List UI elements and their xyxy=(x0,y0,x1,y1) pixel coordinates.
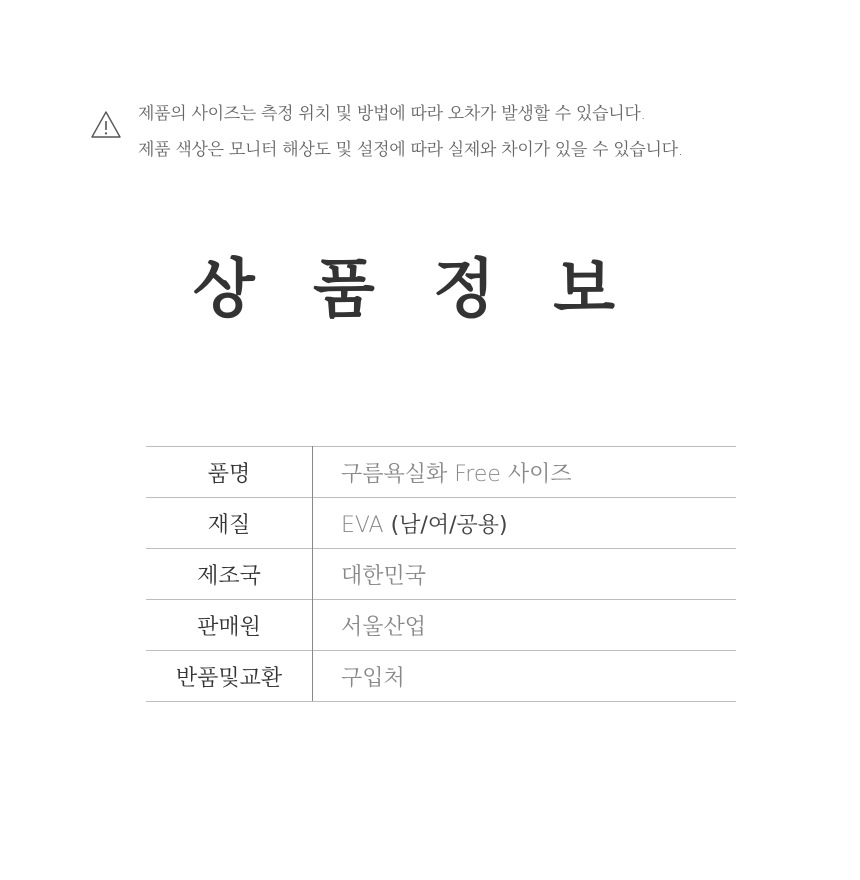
table-row xyxy=(146,651,736,702)
row-value-name: 구름욕실화 Free 사이즈 xyxy=(313,447,737,498)
warning-triangle-icon xyxy=(90,110,122,140)
notice-box xyxy=(90,96,790,166)
table-row xyxy=(146,447,736,498)
material-value: EVA xyxy=(341,512,384,538)
row-label-seller: 판매원 xyxy=(146,600,313,651)
row-value-return: 구입처 xyxy=(313,651,737,702)
table-row xyxy=(146,600,736,651)
notice-lines xyxy=(138,96,683,168)
row-value-seller: 서울산업 xyxy=(313,600,737,651)
table-row xyxy=(146,498,736,549)
section-title: 상 품 정 보 xyxy=(192,253,634,327)
material-gender: (남/여/공용) xyxy=(383,512,508,538)
row-value-material xyxy=(313,498,737,549)
row-value-origin: 대한민국 xyxy=(313,549,737,600)
row-label-material: 재질 xyxy=(146,498,313,549)
row-label-return: 반품및교환 xyxy=(146,651,313,702)
row-label-name: 품명 xyxy=(146,447,313,498)
product-info-table xyxy=(146,446,736,702)
notice-line-color: 제품 색상은 모니터 해상도 및 설정에 따라 실제와 차이가 있을 수 있습니다. xyxy=(138,140,683,160)
notice-line-size: 제품의 사이즈는 측정 위치 및 방법에 따라 오차가 발생할 수 있습니다. xyxy=(138,104,646,124)
row-label-origin: 제조국 xyxy=(146,549,313,600)
table-row xyxy=(146,549,736,600)
